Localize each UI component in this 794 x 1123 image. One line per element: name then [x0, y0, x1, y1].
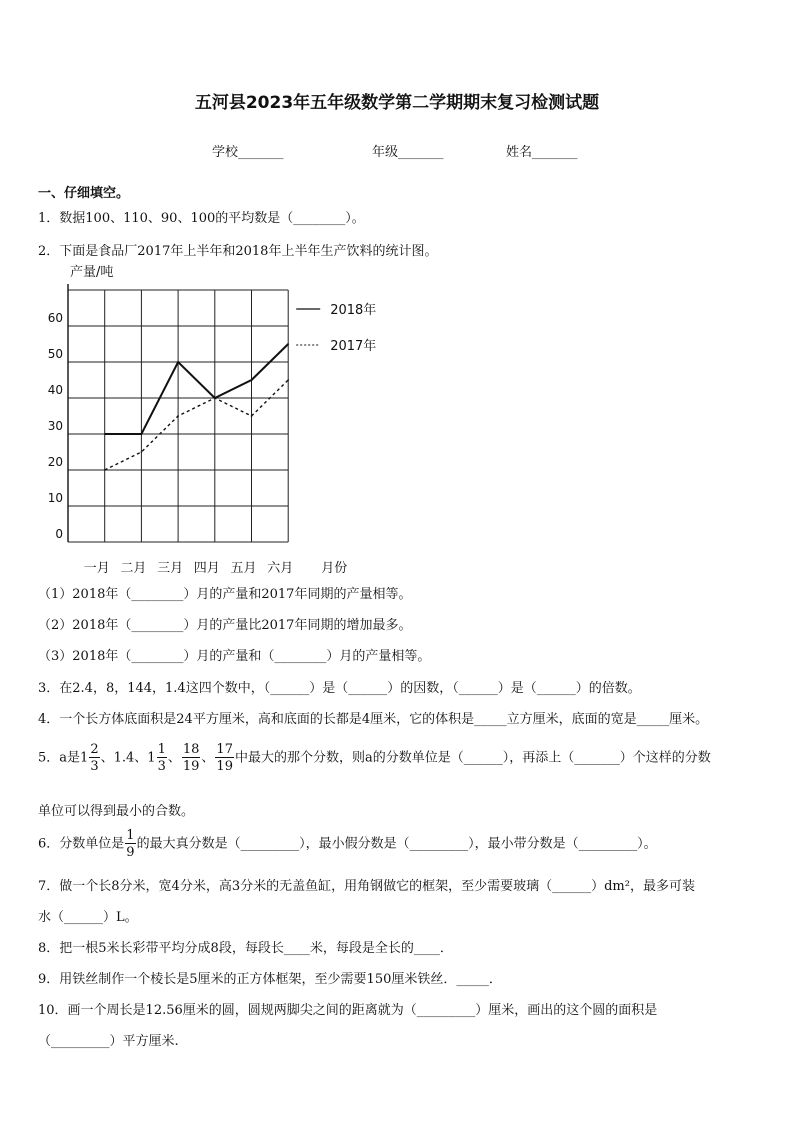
- y-tick-label: 40: [47, 383, 63, 397]
- question-9: 9．用铁丝制作一个棱长是5厘米的正方体框架，至少需要150厘米铁丝．_____．: [38, 972, 502, 987]
- y-tick-label: 10: [47, 491, 63, 505]
- x-tick-label: 一月: [83, 561, 110, 576]
- production-line-chart: [38, 258, 398, 576]
- q5-f2-whole: 1: [147, 750, 156, 766]
- legend-label: 2018年: [330, 303, 377, 318]
- q5-f1-den: 3: [90, 759, 99, 774]
- data-point: [141, 433, 143, 435]
- series-line-2017年: [105, 380, 289, 470]
- y-tick-label: 30: [47, 419, 63, 433]
- question-6: [38, 829, 657, 859]
- data-point: [214, 397, 216, 399]
- q5-f2-den: 3: [157, 759, 166, 774]
- chart-legend: [296, 302, 376, 354]
- q5-sep1: 、1.4、: [100, 750, 148, 766]
- chart-axes: [48, 264, 347, 576]
- data-point: [177, 415, 179, 417]
- q5-fraction-4: [215, 743, 234, 773]
- data-point: [177, 361, 179, 363]
- x-axis-label: 月份: [321, 561, 348, 576]
- q5-prefix: 5．a是: [38, 750, 81, 766]
- data-point: [104, 433, 106, 435]
- data-point: [141, 451, 143, 453]
- x-tick-label: 五月: [230, 561, 257, 576]
- q5-sep3: 、: [201, 750, 215, 766]
- question-10-line-1: 10．画一个周长是12.56厘米的圆，圆规两脚尖之间的距离就为（_________）厘米，画出的这个圆的面积是: [38, 1003, 658, 1018]
- q5-f3-den: 19: [182, 759, 200, 774]
- data-point: [287, 379, 289, 381]
- q5-sep2: 、: [167, 750, 181, 766]
- q6-den: 9: [126, 845, 135, 860]
- grade-field[interactable]: 年级_______: [372, 145, 444, 160]
- y-axis-label: 产量/吨: [70, 265, 114, 280]
- q5-fraction-2: [147, 743, 168, 773]
- question-7-line-1: 7．做一个长8分米，宽4分米，高3分米的无盖鱼缸，用角钢做它的框架，至少需要玻璃（______）dm²，最多可装: [38, 879, 695, 894]
- x-tick-label: 四月: [193, 561, 220, 576]
- y-tick-label: 50: [47, 347, 63, 361]
- x-tick-label: 六月: [267, 561, 294, 576]
- q5-f4-den: 19: [216, 759, 233, 774]
- data-point: [104, 469, 106, 471]
- data-point: [251, 415, 253, 417]
- q5-f4-num: 17: [216, 742, 233, 757]
- question-3: 3．在2.4，8，144，1.4这四个数中，（______）是（______）的因数，（______）是（______）的倍数。: [38, 681, 641, 696]
- name-field[interactable]: 姓名_______: [506, 145, 578, 160]
- q6-suffix: 的最大真分数是（_________），最小假分数是（_________），最小带分数是（_________）。: [136, 836, 657, 852]
- x-tick-label: 三月: [157, 561, 184, 576]
- question-5: [38, 743, 711, 773]
- question-8: 8．把一根5米长彩带平均分成8段，每段长____米，每段是全长的____．: [38, 941, 453, 956]
- question-2-sub-3: （3）2018年（________）月的产量和（________）月的产量相等。: [38, 649, 431, 664]
- page-title: 五河县2023年五年级数学第二学期期末复习检测试题: [194, 93, 600, 113]
- data-point: [287, 343, 289, 345]
- series-line-2018年: [105, 344, 289, 434]
- y-tick-label: 0: [55, 527, 63, 541]
- q5-fraction-1: [80, 743, 101, 773]
- q6-prefix: 6．分数单位是: [38, 836, 125, 852]
- question-2-sub-1: （1）2018年（________）月的产量和2017年同期的产量相等。: [38, 587, 412, 602]
- q5-f1-whole: 1: [80, 750, 89, 766]
- question-5-line-2: 单位可以得到最小的合数。: [38, 804, 195, 819]
- legend-label: 2017年: [330, 339, 377, 354]
- section-heading: 一、仔细填空。: [38, 186, 130, 201]
- q5-f1-num: 2: [90, 742, 99, 757]
- data-point: [251, 379, 253, 381]
- q5-f2-num: 1: [157, 742, 166, 757]
- question-2: 2．下面是食品厂2017年上半年和2018年上半年生产饮料的统计图。: [38, 244, 438, 259]
- question-1: 1．数据100、110、90、100的平均数是（________）。: [38, 211, 365, 226]
- question-7-line-2: 水（______）L。: [38, 910, 138, 925]
- q6-num: 1: [126, 828, 135, 843]
- question-4: 4．一个长方体底面积是24平方厘米，高和底面的长都是4厘米，它的体积是_____立方厘米，底面的宽是_____厘米。: [38, 712, 709, 727]
- school-field[interactable]: 学校_______: [212, 145, 284, 160]
- q5-suffix: 中最大的那个分数，则a的分数单位是（______），再添上（_______）个这样的分数: [234, 750, 711, 766]
- q5-fraction-3: [182, 743, 201, 773]
- q6-fraction: [125, 829, 135, 859]
- y-tick-label: 60: [47, 311, 63, 325]
- q5-f3-num: 18: [182, 742, 200, 757]
- y-tick-label: 20: [47, 455, 63, 469]
- x-tick-label: 二月: [120, 561, 147, 576]
- question-2-sub-2: （2）2018年（________）月的产量比2017年同期的增加最多。: [38, 618, 412, 633]
- question-10-line-2: （_________）平方厘米.: [38, 1034, 179, 1049]
